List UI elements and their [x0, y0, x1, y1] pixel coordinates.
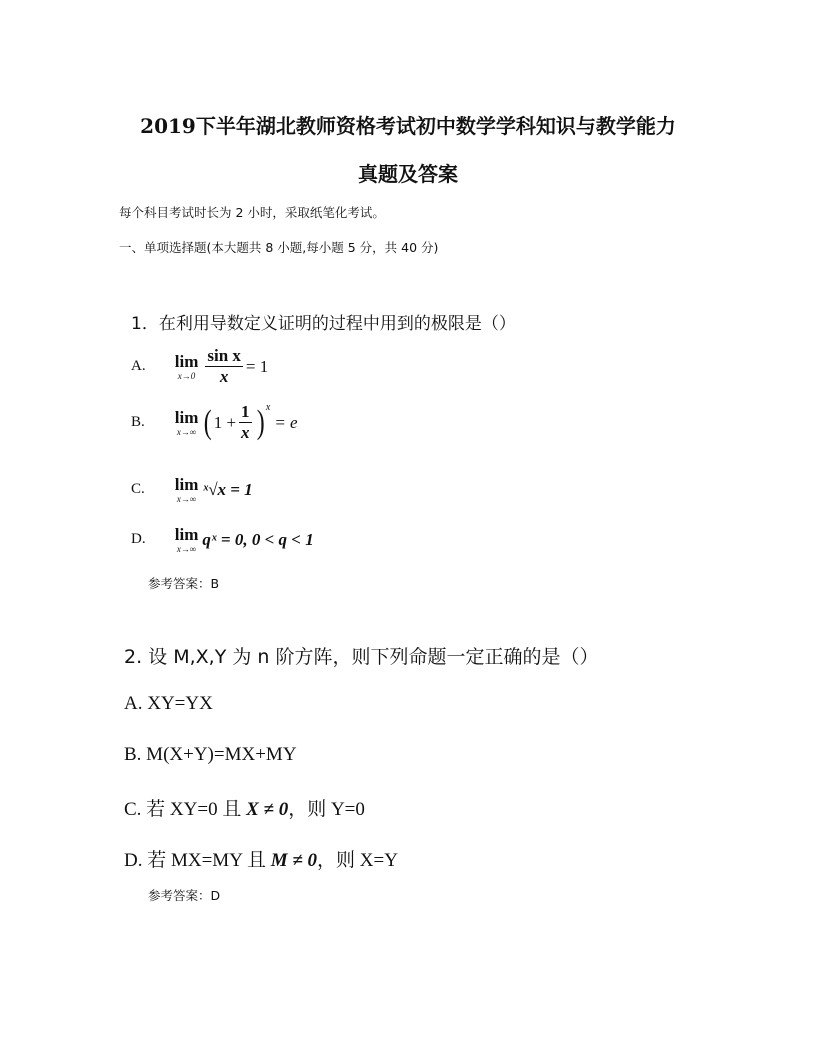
question-1-answer: 参考答案：B: [148, 576, 220, 591]
question-1-option-c: [131, 476, 253, 504]
option-label: C.: [131, 481, 145, 498]
section-heading: 一、单项选择题(本大题共 8 小题,每小题 5 分，共 40 分): [119, 240, 439, 255]
question-2-option-a: A. XY=YX: [124, 693, 213, 714]
math-expression: M ≠ 0: [270, 850, 318, 871]
question-2-answer: 参考答案：D: [148, 888, 221, 903]
question-1-stem: 1．在利用导数定义证明的过程中用到的极限是（）: [131, 314, 516, 334]
math-expression: lim x→∞ ( 1 + $\frac{1}{x}$ ) $^x$ = e: [174, 402, 298, 442]
limit-operator: lim x→∞: [174, 407, 199, 437]
question-1-option-b: [131, 402, 298, 443]
document-title-line-1: 2019下半年湖北教师资格考试初中数学学科知识与教学能力: [140, 114, 676, 138]
fraction: $\frac{1}{x}$: [241, 402, 250, 442]
limit-operator: lim x→0: [174, 351, 199, 381]
question-2-stem: 2. 设 M,X,Y 为 n 阶方阵，则下列命题一定正确的是（）: [124, 646, 599, 668]
option-label: A.: [131, 357, 146, 374]
option-label: D.: [131, 531, 146, 548]
question-2-option-b: B. M(X+Y)=MX+MY: [124, 744, 297, 765]
question-1-option-d: [131, 526, 314, 554]
math-expression: lim x→0 $\frac{\text{sin x}}{x}$ = 1: [174, 346, 269, 386]
fraction: $\frac{\text{sin x}}{x}$: [207, 346, 241, 386]
math-expression: lim x→∞ qˣ = 0, 0 < q < 1: [174, 525, 314, 554]
limit-operator: lim x→∞: [174, 475, 199, 504]
question-2-option-d: D. 若 MX=MY 且 M ≠ 0，则 X=Y: [124, 850, 398, 871]
option-label: B.: [131, 413, 145, 430]
question-1-option-a: [131, 346, 268, 387]
limit-operator: lim x→∞: [174, 525, 199, 554]
math-expression: lim x→∞ ˣ√x = 1: [174, 475, 253, 504]
document-title-line-2: 真题及答案: [358, 162, 458, 186]
exam-intro: 每个科目考试时长为 2 小时，采取纸笔化考试。: [119, 205, 385, 220]
math-expression: X ≠ 0: [246, 799, 289, 820]
question-2-option-c: C. 若 XY=0 且 X ≠ 0，则 Y=0: [124, 799, 365, 820]
